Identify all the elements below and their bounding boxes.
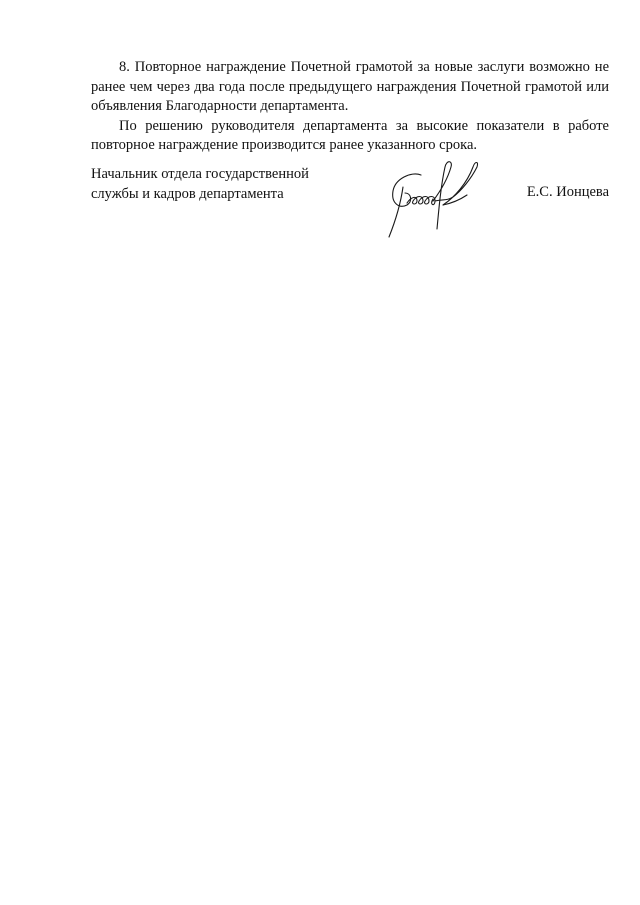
signer-name: Е.С. Ионцева (526, 184, 609, 200)
handwritten-signature (381, 157, 493, 241)
signer-position-line-2: службы и кадров департамента (91, 185, 284, 202)
signer-position-line-1: Начальник отдела государственной (91, 166, 309, 182)
paragraph-early-award: По решению руководителя департамента за высокие показатели в работе повторное награждение производится ранее указанного срока. (91, 117, 609, 153)
paragraph-repeat-award: 8. Повторное награждение Почетной грамотой за новые заслуги возможно не ранее чем через два года после предыдущего награждения Почетной грамотой или объявления Благодарности департамента. (91, 59, 609, 114)
signer-position (91, 165, 351, 204)
signature-block (91, 165, 611, 255)
document-body (91, 58, 609, 156)
